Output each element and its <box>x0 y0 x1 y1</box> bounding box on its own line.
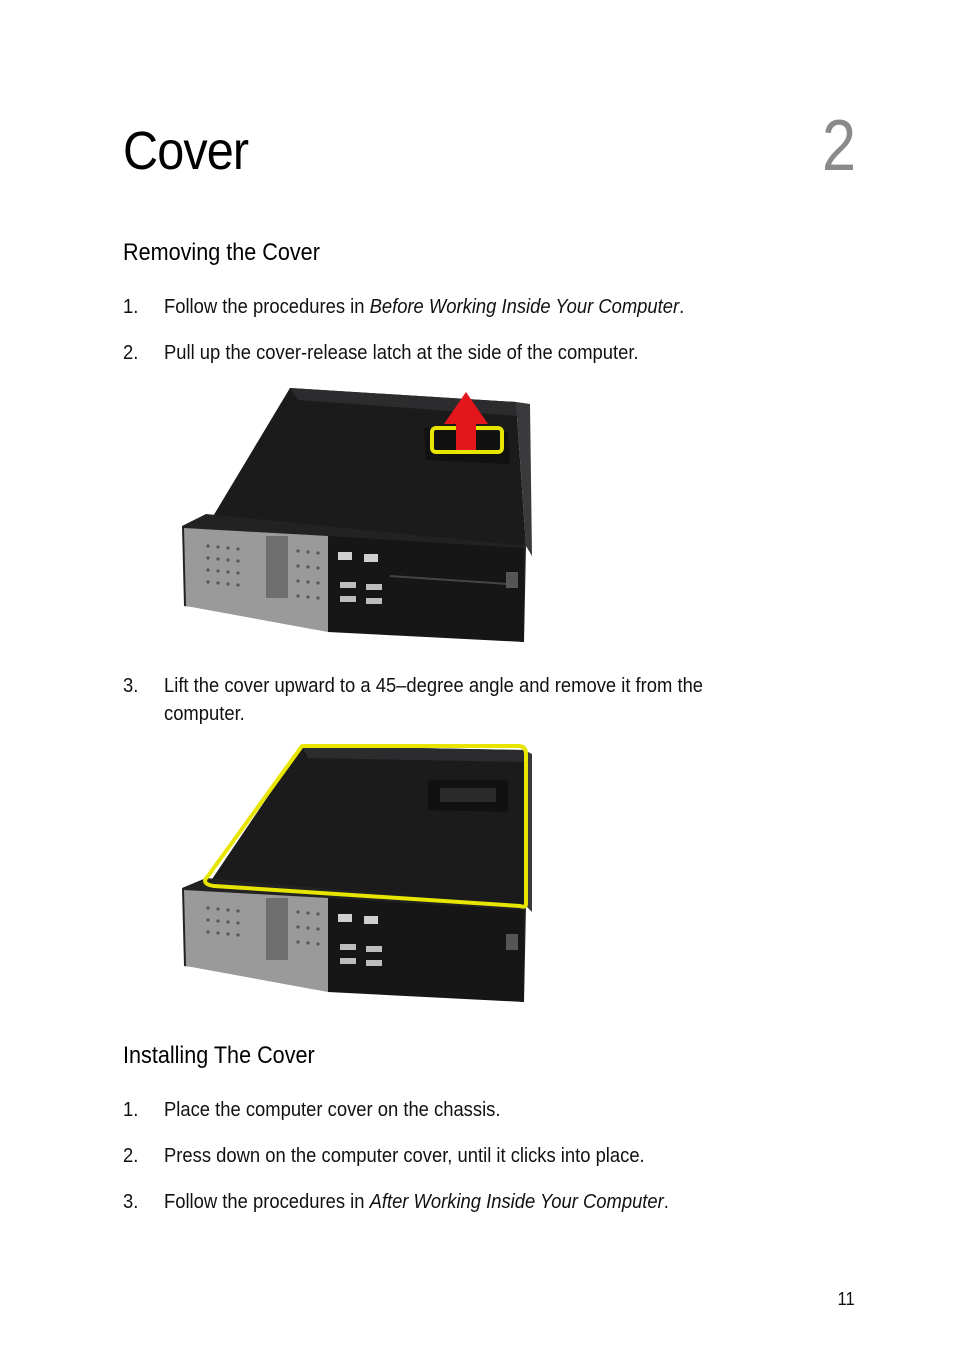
section-heading-installing: Installing The Cover <box>123 1042 315 1069</box>
cross-reference-link[interactable]: Before Working Inside Your Computer <box>369 296 680 318</box>
cross-reference-link[interactable]: After Working Inside Your Computer <box>369 1191 664 1213</box>
step-text-part: . <box>663 1191 669 1213</box>
step-number: 2. <box>123 1145 139 1167</box>
step-number: 3. <box>123 1191 139 1213</box>
list-item <box>123 672 823 732</box>
figure-cover-outline <box>178 740 534 1008</box>
section-heading-removing: Removing the Cover <box>123 239 320 266</box>
step-text-part: Follow the procedures in <box>164 1191 370 1213</box>
step-text: Press down on the computer cover, until it clicks into place. <box>164 1145 645 1167</box>
chapter-title: Cover <box>123 121 249 181</box>
step-text-part: . <box>679 296 685 318</box>
step-number: 2. <box>123 342 139 364</box>
step-text-part: Follow the procedures in <box>164 296 370 318</box>
figure-cover-latch <box>178 386 534 648</box>
page-number: 11 <box>837 1289 855 1309</box>
chapter-number: 2 <box>821 106 856 186</box>
step-text <box>164 293 753 321</box>
step-number: 1. <box>123 296 139 318</box>
step-text <box>164 1188 753 1216</box>
step-text: Place the computer cover on the chassis. <box>164 1099 501 1121</box>
step-number: 3. <box>123 675 139 697</box>
step-text: Pull up the cover-release latch at the side of the computer. <box>164 342 639 364</box>
step-text: Lift the cover upward to a 45–degree angle and remove it from the computer. <box>164 675 704 725</box>
step-number: 1. <box>123 1099 139 1121</box>
